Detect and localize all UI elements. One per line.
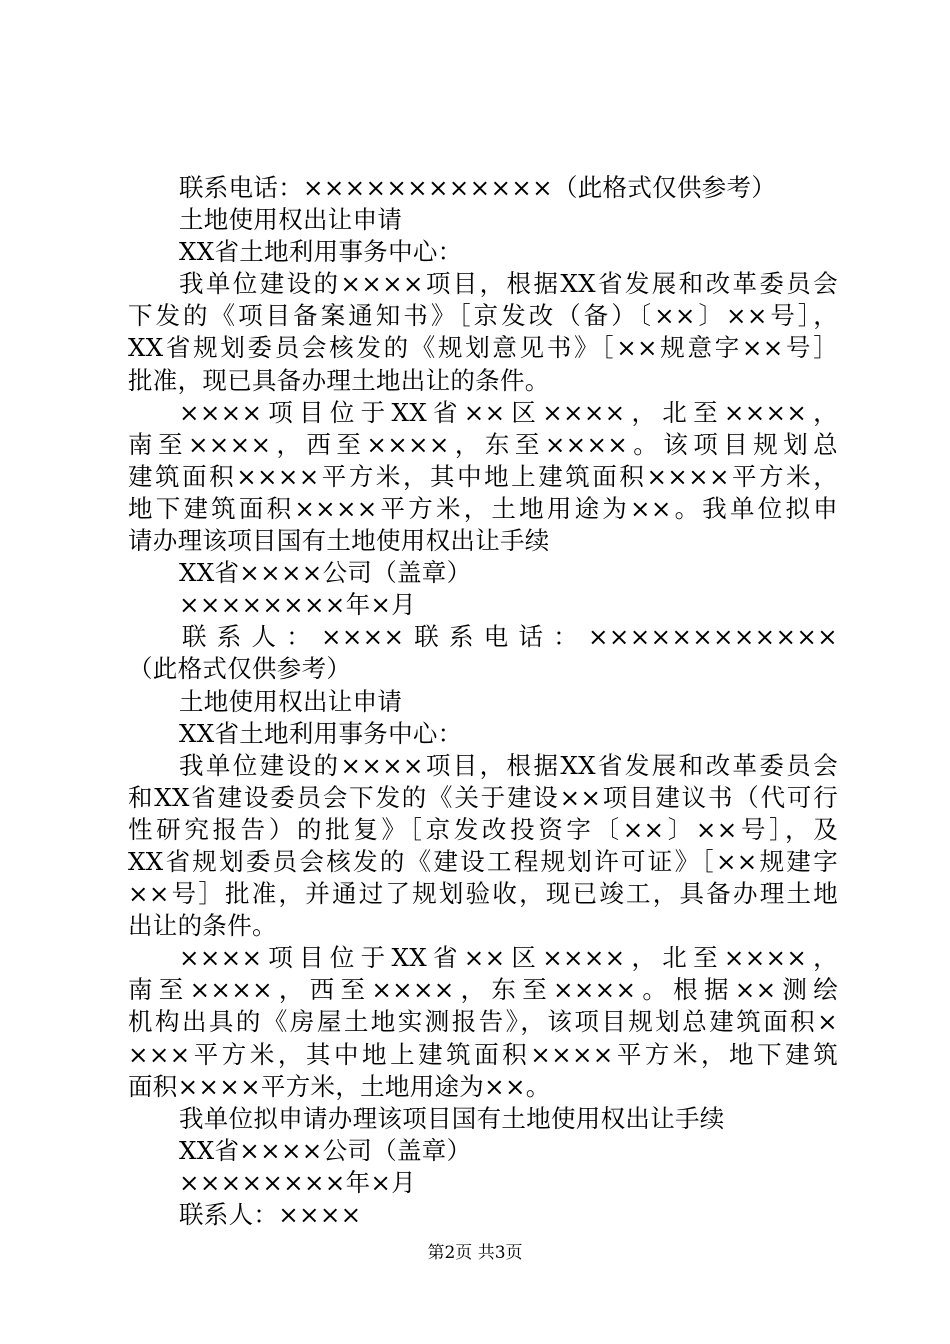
body-text-line: 我单位拟申请办理该项目国有土地使用权出让手续 <box>179 1103 725 1133</box>
signature-date: ××××××××年×月 <box>179 590 417 620</box>
body-text-line: 面积××××平方米，土地用途为××。 <box>128 1071 551 1101</box>
document-body <box>128 172 838 1231</box>
body-text-line: 机构出具的《房屋土地实测报告》，该项目规划总建筑面积× <box>128 1007 838 1037</box>
body-text-line: ××号］批准，并通过了规划验收，现已竣工，具备办理土地 <box>128 879 838 909</box>
body-text-line: 批准，现已具备办理土地出让的条件。 <box>128 365 550 395</box>
body-text-line: 地下建筑面积××××平方米，土地用途为××。我单位拟申 <box>128 493 838 523</box>
signature-company: XX省××××公司（盖章） <box>179 558 472 588</box>
body-text-line: 性研究报告）的批复》［京发改投资字〔××〕××号］，及 <box>128 814 838 844</box>
body-text-line: 请办理该项目国有土地使用权出让手续 <box>128 526 550 556</box>
body-text-line: ××××项目位于XX省××区××××，北至××××， <box>179 943 838 973</box>
application-title: 土地使用权出让申请 <box>179 686 403 716</box>
body-text-line: XX省规划委员会核发的《规划意见书》［××规意字××号］ <box>128 333 838 363</box>
signature-company: XX省××××公司（盖章） <box>179 1135 472 1165</box>
body-text-line: 下发的《项目备案通知书》［京发改（备）〔××〕××号］， <box>128 301 838 331</box>
body-text-line: XX省规划委员会核发的《建设工程规划许可证》［××规建字 <box>128 846 838 876</box>
body-text-line: 和XX省建设委员会下发的《关于建设××项目建议书（代可行 <box>128 782 838 812</box>
page-number-footer: 第2页 共3页 <box>427 1243 523 1263</box>
contact-phone-line: 联系电话：××××××××××××（此格式仅供参考） <box>179 173 777 202</box>
contact-line: 联系人：××××联系电话：×××××××××××× <box>182 622 838 652</box>
body-text-line: 我单位建设的××××项目，根据XX省发展和改革委员会 <box>179 269 838 299</box>
body-text-line: ××××项目位于XX省××区××××，北至××××， <box>179 397 838 427</box>
contact-line: 联系人：×××× <box>179 1200 362 1229</box>
signature-date: ××××××××年×月 <box>179 1167 417 1197</box>
application-title: 土地使用权出让申请 <box>179 205 403 235</box>
body-text-line: 出让的条件。 <box>128 911 277 941</box>
body-text-line: 建筑面积××××平方米，其中地上建筑面积××××平方米， <box>128 461 838 491</box>
body-text-line: ×××平方米，其中地上建筑面积××××平方米，地下建筑 <box>128 1039 838 1069</box>
recipient-line: XX省土地利用事务中心： <box>179 237 463 267</box>
body-text-line: 南至××××，西至××××，东至××××。根据××测绘 <box>128 975 838 1005</box>
body-text-line: 南至××××，西至××××，东至××××。该项目规划总 <box>128 429 838 459</box>
body-text-line: 我单位建设的××××项目，根据XX省发展和改革委员会 <box>179 750 838 780</box>
format-note: （此格式仅供参考） <box>128 654 352 684</box>
recipient-line: XX省土地利用事务中心： <box>179 718 463 748</box>
